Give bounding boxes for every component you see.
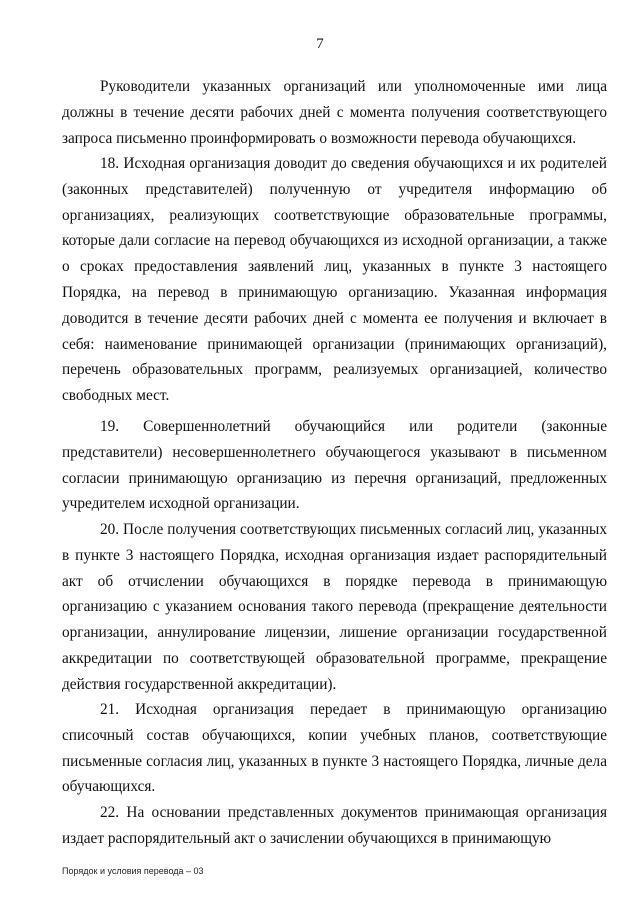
paragraph-22: 22. На основании представленных документов принимающая организация издает распорядительный акт о зачислении обучающихся в принимающую [62, 804, 607, 847]
paragraph-21: 21. Исходная организация передает в принимающую организацию списочный состав обучающихся, копии учебных планов, соответствующие письменные согласия лиц, указанных в пункте 3 настоящего Порядка, личные дела обучающихся. [62, 701, 607, 796]
paragraph-20: 20. После получения соответствующих письменных согласий лиц, указанных в пункте 3 настоящего Порядка, исходная организация издает распорядительный акт об отчислении обучающихся в порядке перевода в принимающую организацию с указанием основания такого перевода (прекращение деятельности организации, аннулирование лицензии, лишение организации государственной аккредитации по соответствующей образовательной программе, прекращение действия государственной аккредитации). [62, 521, 607, 693]
paragraph-19: 19. Совершеннолетний обучающийся или родители (законные представители) несовершеннолетнего обучающегося указывают в письменном согласии принимающую организацию из перечня организаций, предложенных учредителем исходной организации. [62, 418, 607, 513]
paragraph-intro: Руководители указанных организаций или уполномоченные ими лица должны в течение десяти рабочих дней с момента получения соответствующего запроса письменно проинформировать о возможности перевода обучающихся. [62, 78, 607, 147]
paragraph-18: 18. Исходная организация доводит до сведения обучающихся и их родителей (законных представителей) полученную от учредителя информацию об организациях, реализующих соответствующие образовательные программы, которые дали согласие на перевод обучающихся из исходной организации, а также о сроках предоставления заявлений лиц, указанных в пункте 3 настоящего Порядка, на перевод в принимающую организацию. Указанная информация доводится в течение десяти рабочих дней с момента ее получения и включает в себя: наименование принимающей организации (принимающих организаций), перечень образовательных программ, реализуемых организацией, количество свободных мест. [62, 155, 607, 405]
page-number: 7 [316, 36, 324, 52]
footer-note: Порядок и условия перевода – 03 [62, 866, 204, 876]
